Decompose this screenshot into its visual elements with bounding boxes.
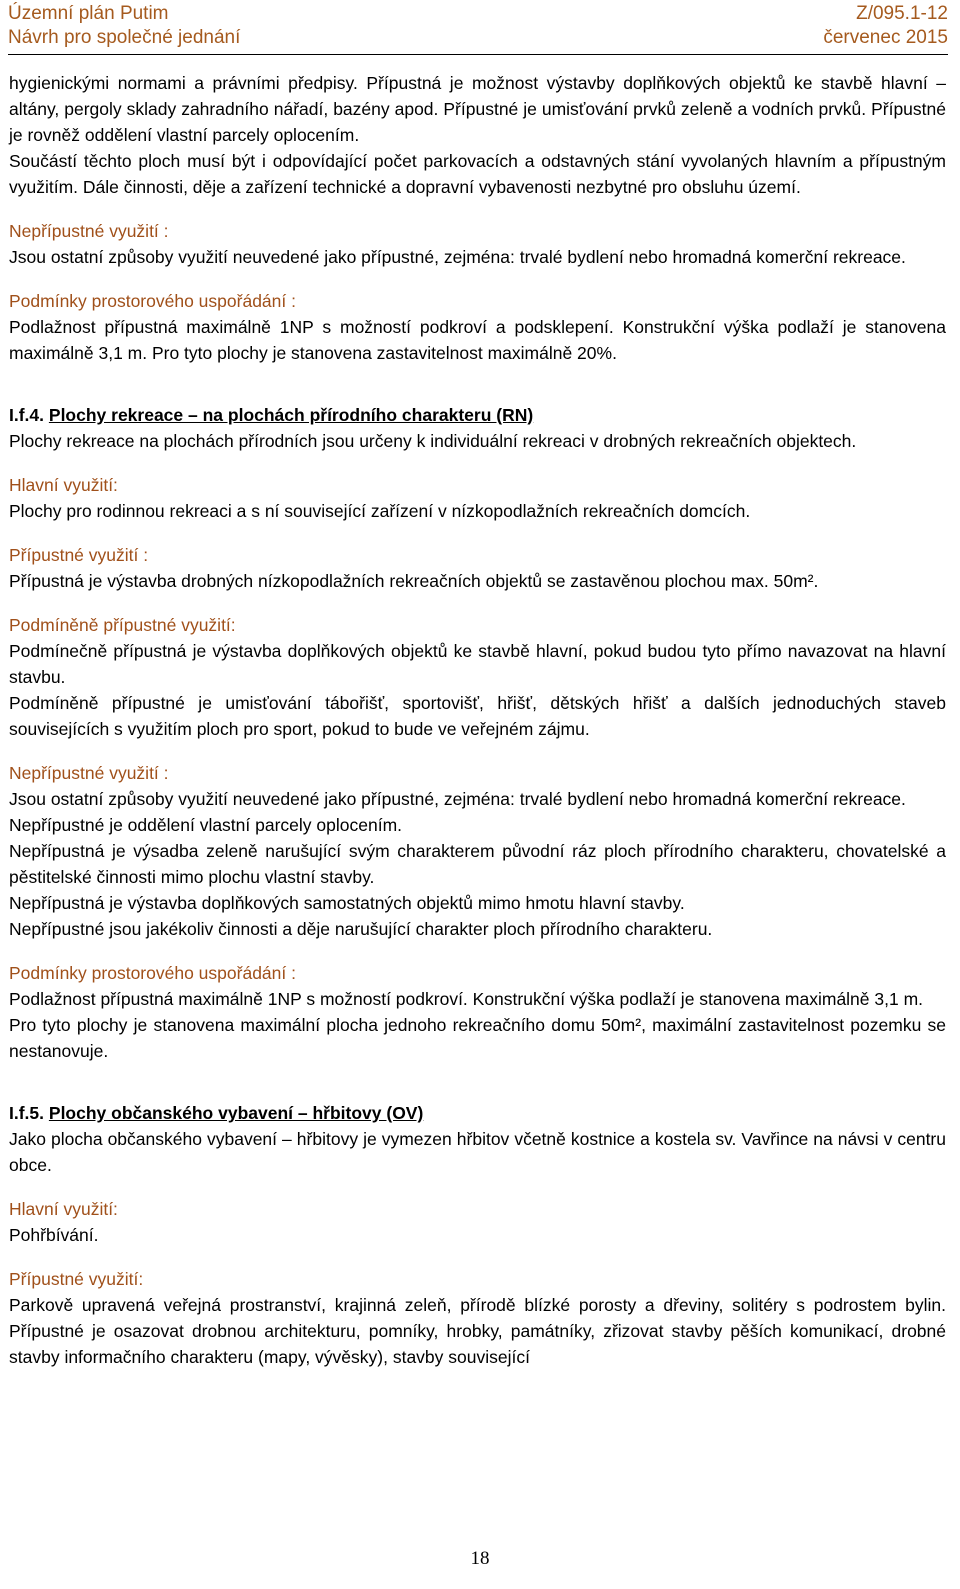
paragraph: Nepřípustná je výsadba zeleně narušující svým charakterem původní ráz ploch přírodního charakteru, chovatelské a pěstitelské činnosti mimo plochu vlastní stavby.	[9, 841, 946, 887]
paragraph: Plochy rekreace na plochách přírodních jsou určeny k individuální rekreaci v drobných rekreačních objektech.	[9, 431, 857, 451]
label-podm-prip: Podmíněně přípustné využití:	[9, 615, 236, 635]
paragraph: Nepřípustné jsou jakékoliv činnosti a děje narušující charakter ploch přírodního charakteru.	[9, 919, 713, 939]
paragraph: Podlažnost přípustná maximálně 1NP s možností podkroví a podsklepení. Konstrukční výška podlaží je stanovena maximálně 3,1 m. Pro tyto plochy je stanovena zastavitelnost maximálně 20%.	[9, 317, 946, 363]
label-hlavni-1: Hlavní využití:	[9, 475, 118, 495]
document-body	[9, 70, 946, 1370]
section-number: I.f.5.	[9, 1103, 45, 1123]
label-hlavni-2: Hlavní využití:	[9, 1199, 118, 1219]
paragraph: Přípustná je výstavba drobných nízkopodlažních rekreačních objektů se zastavěnou plochou max. 50m².	[9, 571, 819, 591]
label-prip-2: Přípustné využití:	[9, 1269, 144, 1289]
header-divider	[8, 54, 948, 55]
page-header	[8, 0, 948, 52]
label-podminky-1: Podmínky prostorového uspořádání :	[9, 291, 296, 311]
label-prip-1: Přípustné využití :	[9, 545, 149, 565]
label-neprip-1: Nepřípustné využití :	[9, 221, 169, 241]
section-heading-4	[9, 402, 946, 428]
paragraph: Podlažnost přípustná maximálně 1NP s možností podkroví. Konstrukční výška podlaží je stanovena maximálně 3,1 m.	[9, 989, 924, 1009]
paragraph: Pohřbívání.	[9, 1225, 99, 1245]
page-number: 18	[470, 1548, 490, 1569]
header-code: Z/095.1-12	[856, 3, 948, 24]
paragraph: Podmíněně přípustné je umisťování tábořišť, sportovišť, hřišť, dětských hřišť a dalších jednoduchých staveb souvisejících s využitím ploch pro sport, pokud to bude ve veřejném zájmu.	[9, 693, 946, 739]
paragraph: Nepřípustné je oddělení vlastní parcely oplocením.	[9, 815, 403, 835]
header-subtitle: Návrh pro společné jednání	[8, 27, 241, 48]
paragraph: Pro tyto plochy je stanovena maximální plocha jednoho rekreačního domu 50m², maximální zastavitelnost pozemku se nestanovuje.	[9, 1015, 946, 1061]
label-neprip-2: Nepřípustné využití :	[9, 763, 169, 783]
section-title: Plochy rekreace – na plochách přírodního charakteru (RN)	[48, 405, 534, 425]
paragraph: Parkově upravená veřejná prostranství, krajinná zeleň, přírodě blízké porosty a dřeviny, solitéry s podrostem bylin. Přípustné je osazovat drobnou architekturu, pomníky, hrobky, památníky, zřizovat stavby pěších komunikací, drobné stavby informačního charakteru (mapy, vývěsky), stavby související	[9, 1295, 946, 1367]
label-podminky-2: Podmínky prostorového uspořádání :	[9, 963, 296, 983]
section-title: Plochy občanského vybavení – hřbitovy (OV)	[48, 1103, 424, 1123]
header-date: červenec 2015	[823, 27, 948, 48]
header-title: Územní plán Putim	[8, 3, 169, 24]
paragraph: Jsou ostatní způsoby využití neuvedené jako přípustné, zejména: trvalé bydlení nebo hromadná komerční rekreace.	[9, 789, 906, 809]
paragraph: Součástí těchto ploch musí být i odpovídající počet parkovacích a odstavných stání vyvolaných hlavním a přípustným využitím. Dále činnosti, děje a zařízení technické a dopravní vybavenosti nezbytné pro obsluhu území.	[9, 151, 946, 197]
section-number: I.f.4.	[9, 405, 45, 425]
paragraph: Nepřípustná je výstavba doplňkových samostatných objektů mimo hmotu hlavní stavby.	[9, 893, 685, 913]
paragraph: Podmínečně přípustná je výstavba doplňkových objektů ke stavbě hlavní, pokud budou tyto přímo navazovat na hlavní stavbu.	[9, 641, 946, 687]
paragraph: Jako plocha občanského vybavení – hřbitovy je vymezen hřbitov včetně kostnice a kostela sv. Vavřince na návsi v centru obce.	[9, 1129, 946, 1175]
paragraph: Jsou ostatní způsoby využití neuvedené jako přípustné, zejména: trvalé bydlení nebo hromadná komerční rekreace.	[9, 247, 906, 267]
paragraph: hygienickými normami a právními předpisy. Přípustná je možnost výstavby doplňkových objektů ke stavbě hlavní – altány, pergoly sklady zahradního nářadí, bazény apod. Přípustné je umisťování prvků zeleně a vodních prvků. Přípustné je rovněž oddělení vlastní parcely oplocením.	[9, 73, 946, 145]
header-right	[823, 2, 948, 50]
header-left	[8, 2, 240, 50]
paragraph: Plochy pro rodinnou rekreaci a s ní související zařízení v nízkopodlažních rekreačních domcích.	[9, 501, 751, 521]
section-heading-5	[9, 1100, 946, 1126]
